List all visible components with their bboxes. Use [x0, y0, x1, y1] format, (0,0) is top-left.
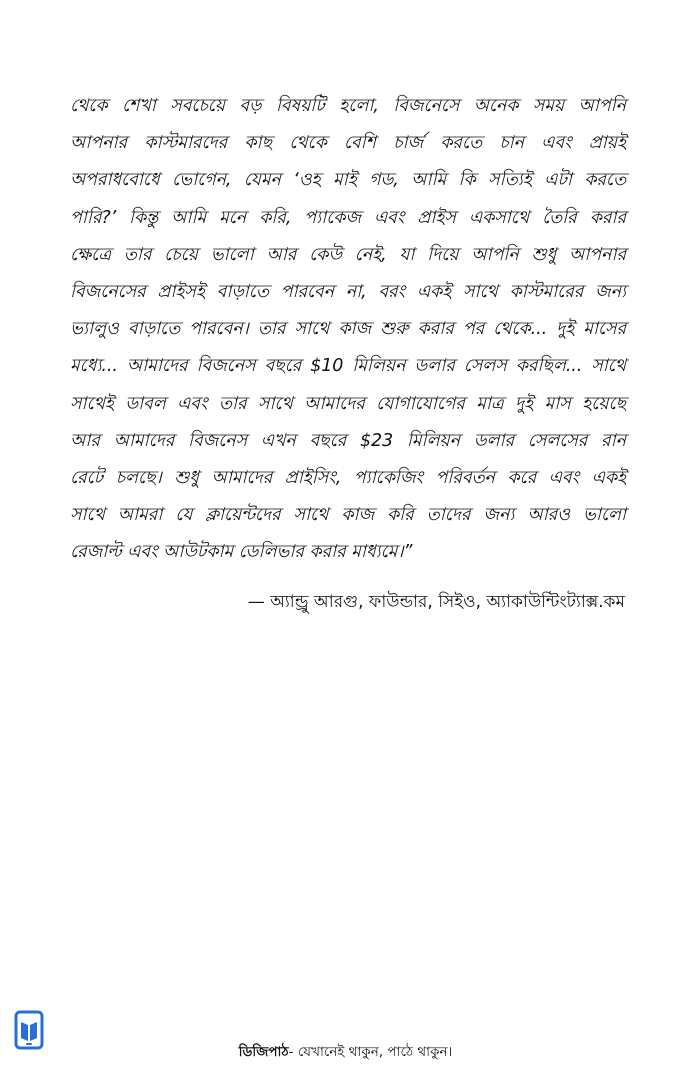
quote-line: ভ্যালুও বাড়াতে পারবেন। তার সাথে কাজ শুরু করার পর থেকে... দুই মাসের — [70, 319, 626, 340]
quote-line: বিজনেসের প্রাইসই বাড়াতে পারবেন না, বরং একই সাথে কাস্টমারের জন্য — [70, 282, 626, 303]
quote-line: পারি?’ কিন্তু আমি মনে করি, প্যাকেজ এবং প্রাইস একসাথে তৈরি করার — [70, 207, 626, 228]
quote-line: সাথে আমরা যে ক্লায়েন্টদের সাথে কাজ করি তাদের জন্য আরও ভালো — [70, 505, 626, 526]
quote-line: আপনার কাস্টমারদের কাছ থেকে বেশি চার্জ করতে চান এবং প্রায়ই — [70, 133, 626, 154]
quote-line: সাথেই ডাবল এবং তার সাথে আমাদের যোগাযোগের মাত্র দুই মাস হয়েছে — [70, 393, 626, 414]
quote-attribution: — অ্যান্ড্রু আরগু, ফাউন্ডার, সিইও, অ্যাকাউন্টিংট্যাক্স.কম — [247, 592, 625, 612]
footer-brand: ডিজিপাঠ — [238, 1044, 289, 1060]
footer — [0, 1040, 691, 1064]
quote-line: অপরাধবোধে ভোগেন, যেমন ‘ওহ মাই গড, আমি কি সত্যিই এটা করতে — [70, 170, 626, 191]
quote-body — [70, 88, 626, 572]
quote-line: রেটে চলছে। শুধু আমাদের প্রাইসিং, প্যাকেজিং পরিবর্তন করে এবং একই — [70, 468, 626, 489]
quote-line: ক্ষেত্রে তার চেয়ে ভালো আর কেউ নেই, যা দিয়ে আপনি শুধু আপনার — [70, 244, 626, 265]
quote-line: থেকে শেখা সবচেয়ে বড় বিষয়টি হলো, বিজনেসে অনেক সময় আপনি — [70, 96, 626, 116]
quote-line: আর আমাদের বিজনেস এখন বছরে $23 মিলিয়ন ডলার সেলসের রান — [70, 430, 626, 451]
quote-line: মধ্যে... আমাদের বিজনেস বছরে $10 মিলিয়ন ডলার সেলস করছিল... সাথে — [70, 356, 626, 377]
footer-tagline: - যেখানেই থাকুন, পাঠে থাকুন। — [288, 1044, 453, 1060]
quote-line: রেজাল্ট এবং আউটকাম ডেলিভার করার মাধ্যমে।” — [70, 542, 413, 563]
